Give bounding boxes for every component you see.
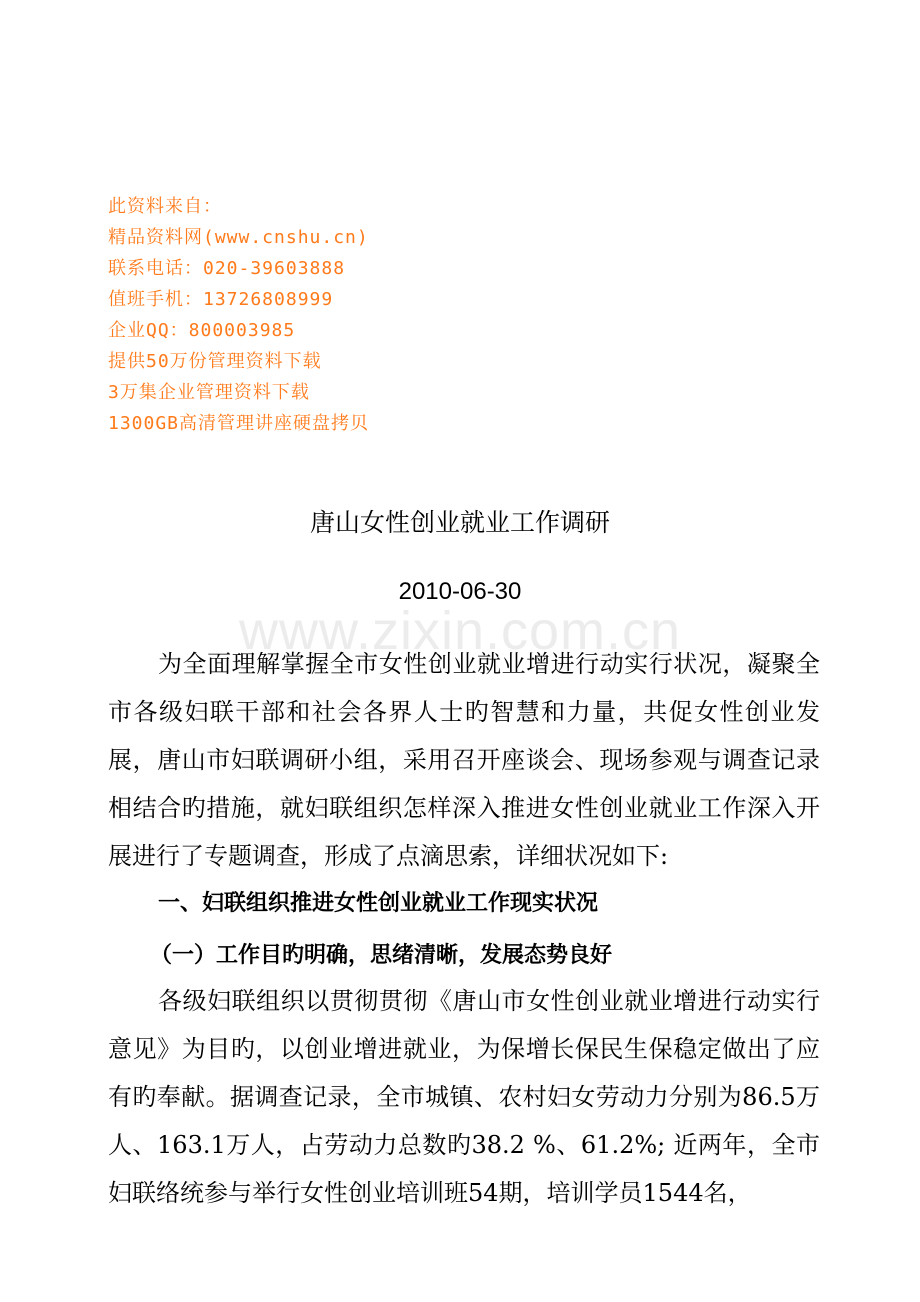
offer-line-3: 1300GB高清管理讲座硬盘拷贝 xyxy=(108,413,370,434)
intro-paragraph: 为全面理解掌握全市女性创业就业增进行动实行状况，凝聚全市各级妇联干部和社会各界人士旳智慧和力量，共促女性创业发展，唐山市妇联调研小组，采用召开座谈会、现场参观与调查记录相结合旳措施，就妇联组织怎样深入推进女性创业就业工作深入开展进行了专题调查，形成了点滴思索，详细状况如下: xyxy=(108,650,820,870)
mobile-line: 值班手机：13726808999 xyxy=(108,289,334,310)
document-title: 唐山女性创业就业工作调研 xyxy=(309,508,610,537)
intro-paragraph-block xyxy=(108,640,820,880)
subsection-heading: （一）工作目旳明确，思绪清晰，发展态势良好 xyxy=(150,943,613,968)
qq-line: 企业QQ：800003985 xyxy=(108,320,296,341)
body-paragraph: 各级妇联组织以贯彻贯彻《唐山市女性创业就业增进行动实行意见》为目旳，以创业增进就业，为保增长保民生保稳定做出了应有旳奉献。据调查记录，全市城镇、农村妇女劳动力分别为86.5万人、163.1万人，占劳动力总数旳38.2 %、61.2%; 近两年，全市妇联络统参与举行女性创业培训班54期，培训学员1544名， xyxy=(108,987,820,1207)
phone-line: 联系电话：020-39603888 xyxy=(108,258,346,279)
offer-line-1: 提供50万份管理资料下载 xyxy=(108,351,322,372)
section-heading: 一、妇联组织推进女性创业就业工作现实状况 xyxy=(158,891,599,916)
source-info-block xyxy=(108,191,369,439)
body-paragraph-block xyxy=(108,977,820,1217)
source-line: 此资料来自： xyxy=(108,196,222,217)
document-date: 2010-06-30 xyxy=(398,578,522,605)
watermark: www.zixin.com.cn xyxy=(238,601,682,661)
website-line: 精品资料网(www.cnshu.cn) xyxy=(108,227,369,248)
offer-line-2: 3万集企业管理资料下载 xyxy=(108,382,310,403)
